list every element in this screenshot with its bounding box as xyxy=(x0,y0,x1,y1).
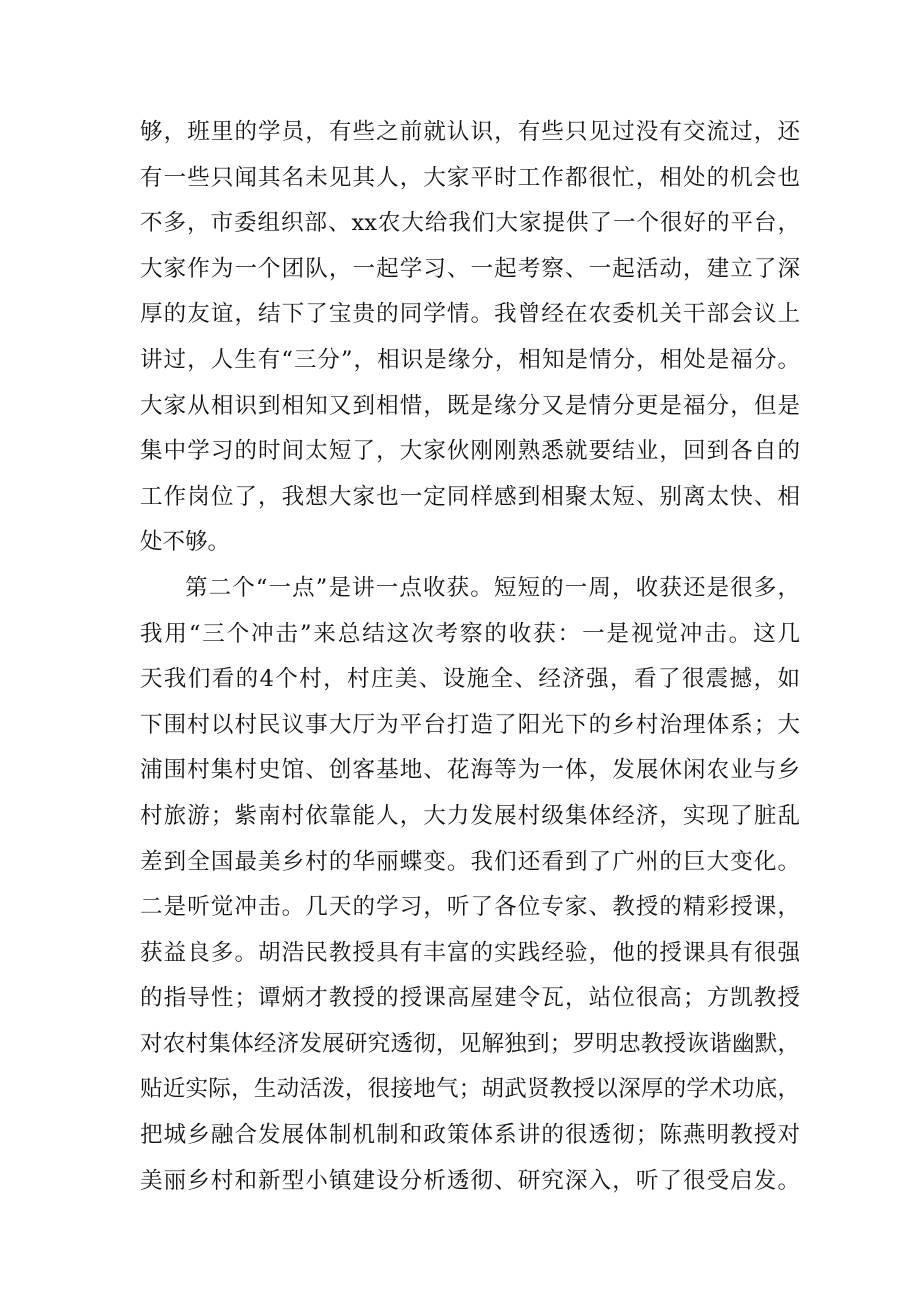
text-line: 第二个“一点”是讲一点收获。短短的一周，收获还是很多， xyxy=(185,574,800,601)
text-line: 贴近实际，生动活泼，很接地气；胡武贤教授以深厚的学术功底， xyxy=(140,1076,800,1103)
text-line: 浦围村集村史馆、创客基地、花海等为一体，发展休闲农业与乡 xyxy=(140,757,800,784)
text-line: 大家作为一个团队，一起学习、一起考察、一起活动，建立了深 xyxy=(140,255,800,282)
text-line: 差到全国最美乡村的华丽蝶变。我们还看到了广州的巨大变化。 xyxy=(140,848,800,875)
text-line: 对农村集体经济发展研究透彻，见解独到；罗明忠教授诙谐幽默， xyxy=(140,1030,800,1057)
text-line: 我用“三个冲击”来总结这次考察的收获：一是视觉冲击。这几 xyxy=(140,620,800,647)
text-line: 够，班里的学员，有些之前就认识，有些只见过没有交流过，还 xyxy=(140,119,800,145)
paragraph-2 xyxy=(140,566,800,1204)
text-line: 处不够。 xyxy=(140,529,231,556)
text-line: 天我们看的4个村，村庄美、设施全、经济强，看了很震撼，如 xyxy=(140,666,800,693)
text-line: 有一些只闻其名未见其人，大家平时工作都很忙，相处的机会也 xyxy=(140,164,800,191)
text-line: 大家从相识到相知又到相惜，既是缘分又是情分更是福分，但是 xyxy=(140,392,800,419)
text-line: 不多，市委组织部、xx农大给我们大家提供了一个很好的平台， xyxy=(140,210,800,237)
text-line: 工作岗位了，我想大家也一定同样感到相聚太短、别离太快、相 xyxy=(140,483,800,510)
text-line: 把城乡融合发展体制机制和政策体系讲的很透彻；陈燕明教授对 xyxy=(140,1122,800,1149)
text-line: 获益良多。胡浩民教授具有丰富的实践经验，他的授课具有很强 xyxy=(140,939,800,966)
text-line: 厚的友谊，结下了宝贵的同学情。我曾经在农委机关干部会议上 xyxy=(140,301,800,328)
text-line: 的指导性；谭炳才教授的授课高屋建令瓦，站位很高；方凯教授 xyxy=(140,985,800,1012)
text-line: 讲过，人生有“三分”，相识是缘分，相知是情分，相处是福分。 xyxy=(140,346,800,373)
body-text xyxy=(140,110,800,1204)
text-line: 集中学习的时间太短了，大家伙刚刚熟悉就要结业，回到各自的 xyxy=(140,438,800,465)
text-line: 村旅游；紫南村依靠能人，大力发展村级集体经济，实现了脏乱 xyxy=(140,802,800,829)
paragraph-1 xyxy=(140,110,800,566)
text-line: 美丽乡村和新型小镇建设分析透彻、研究深入，听了很受启发。 xyxy=(140,1167,800,1194)
text-line: 下围村以村民议事大厅为平台打造了阳光下的乡村治理体系；大 xyxy=(140,711,800,738)
text-line: 二是听觉冲击。几天的学习，听了各位专家、教授的精彩授课， xyxy=(140,894,800,921)
